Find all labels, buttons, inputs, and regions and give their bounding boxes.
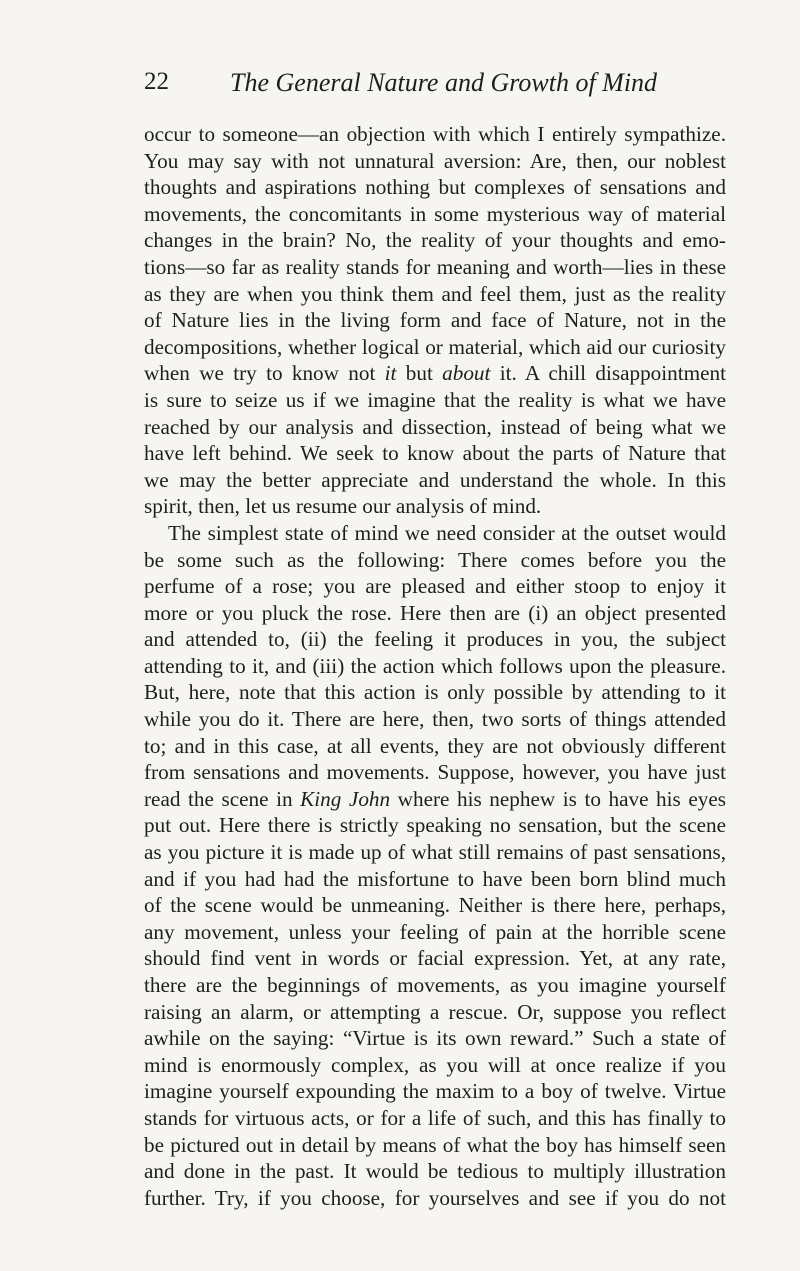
text-segment: where his nephew is to have his eyes	[390, 786, 726, 811]
text-line: perfume of a rose; you are pleased and either stoop to enjoy it	[144, 574, 726, 599]
text-line: tions—so far as reality stands for meaning and worth—lies in these	[144, 254, 726, 279]
text-line: to; and in this case, at all events, they are not obviously different	[144, 733, 726, 758]
text-line: as you picture it is made up of what still remains of past sensations,	[144, 840, 726, 865]
text-line: thoughts and aspirations nothing but complexes of sensations and	[144, 175, 726, 200]
text-line: mind is enormously complex, as you will at once realize if you	[144, 1052, 726, 1077]
text-line: be pictured out in detail by means of what the boy has himself seen	[144, 1132, 726, 1157]
text-segment: but	[396, 361, 443, 386]
text-line: there are the beginnings of movements, as you imagine yourself	[144, 973, 726, 997]
running-head	[144, 68, 726, 108]
text-line: from sensations and movements. Suppose, however, you have just	[144, 760, 726, 785]
text-line: and done in the past. It would be tedious to multiply illustration	[144, 1159, 726, 1184]
text-line: You may say with not unnatural aversion: Are, then, our noblest	[144, 148, 726, 173]
text-line: awhile on the saying: “Virtue is its own reward.” Such a state of	[144, 1026, 726, 1051]
text-segment: it. A chill disappointment	[490, 361, 726, 386]
text-line: have left behind. We seek to know about the parts of Nature that	[144, 441, 726, 466]
text-line: occur to someone—an objection with which I entirely sympathize.	[144, 122, 726, 146]
text-line: stands for virtuous acts, or for a life of such, and this has finally to	[144, 1105, 726, 1130]
text-line: raising an alarm, or attempting a rescue. Or, suppose you reflect	[144, 999, 726, 1024]
text-line: more or you pluck the rose. Here then are (i) an object presented	[144, 600, 726, 625]
running-title: The General Nature and Growth of Mind	[230, 68, 658, 97]
text-line: of the scene would be unmeaning. Neither is there here, perhaps,	[144, 893, 726, 918]
italic-text: about	[442, 361, 491, 386]
text-line: of Nature lies in the living form and face of Nature, not in the	[144, 308, 726, 333]
page-number: 22	[144, 68, 169, 95]
body-text	[144, 121, 726, 1211]
text-line: But, here, note that this action is only possible by attending to it	[144, 680, 726, 705]
text-line: should find vent in words or facial expression. Yet, at any rate,	[144, 946, 726, 971]
text-line: reached by our analysis and dissection, instead of being what we	[144, 414, 726, 439]
text-line: and attended to, (ii) the feeling it produces in you, the subject	[144, 627, 726, 652]
text-line: put out. Here there is strictly speaking no sensation, but the scene	[144, 813, 726, 838]
text-line: is sure to seize us if we imagine that the reality is what we have	[144, 387, 726, 412]
text-line: as they are when you think them and feel them, just as the reality	[144, 281, 726, 306]
book-page	[144, 68, 726, 1211]
paragraph-last-line: spirit, then, let us resume our analysis of mind.	[144, 494, 542, 519]
text-line	[144, 786, 726, 813]
text-line: any movement, unless your feeling of pain at the horrible scene	[144, 919, 726, 944]
italic-text: it	[384, 361, 397, 386]
text-line	[144, 360, 726, 387]
text-line: be some such as the following: There comes before you the	[144, 547, 726, 572]
text-line: changes in the brain? No, the reality of your thoughts and emo-	[144, 228, 726, 253]
text-line: and if you had had the misfortune to have been born blind much	[144, 866, 726, 891]
text-line: we may the better appreciate and understand the whole. In this	[144, 467, 726, 492]
text-line: attending to it, and (iii) the action which follows upon the pleasure.	[144, 653, 726, 678]
text-line: decompositions, whether logical or material, which aid our curiosity	[144, 334, 726, 359]
paragraph-first-line: The simplest state of mind we need consider at the outset would	[168, 520, 726, 545]
text-segment: read the scene in	[144, 786, 301, 811]
italic-text: King John	[300, 786, 391, 811]
text-line: further. Try, if you choose, for yourselves and see if you do not	[144, 1185, 726, 1210]
text-line: while you do it. There are here, then, two sorts of things attended	[144, 707, 726, 732]
text-segment: when we try to know not	[144, 361, 385, 386]
text-line: movements, the concomitants in some mysterious way of material	[144, 201, 726, 226]
text-line: imagine yourself expounding the maxim to a boy of twelve. Virtue	[144, 1079, 726, 1104]
